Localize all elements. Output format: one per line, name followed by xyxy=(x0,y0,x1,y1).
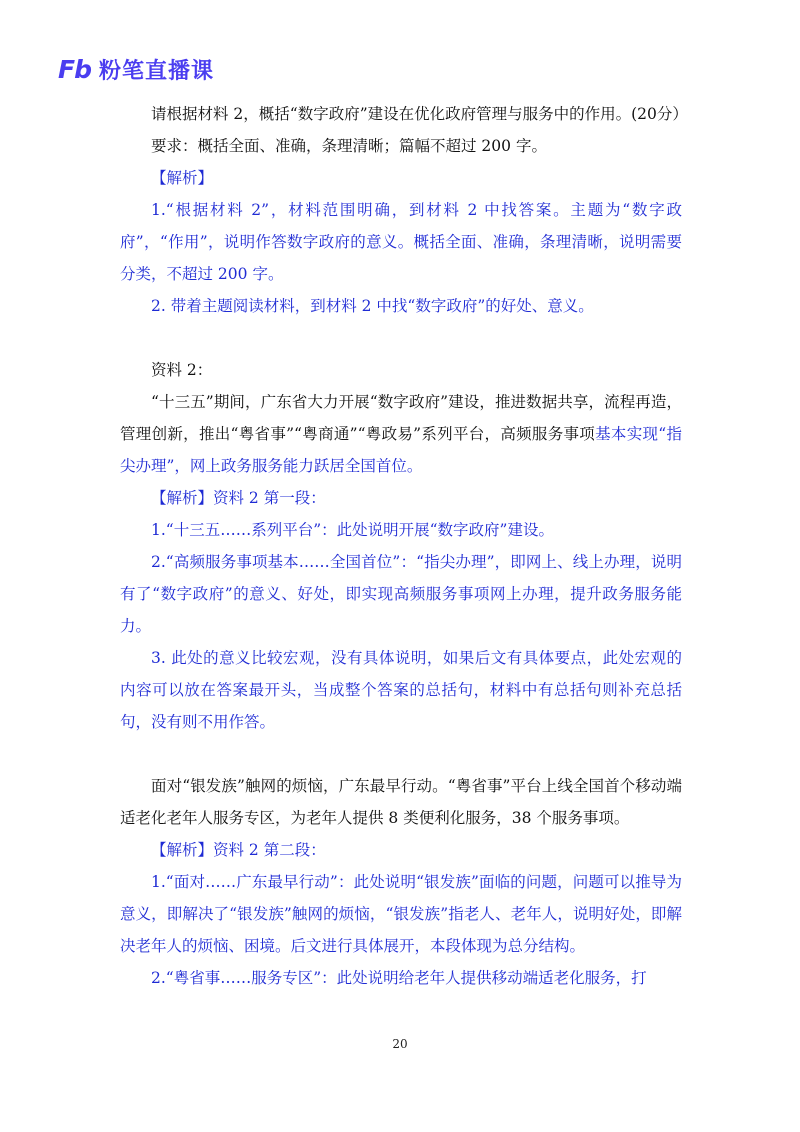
question-prompt: 请根据材料 2，概括“数字政府”建设在优化政府管理与服务中的作用。(20分） xyxy=(151,105,688,123)
brand-name: 粉笔直播课 xyxy=(98,58,214,84)
fb-logo-icon: Fb xyxy=(58,54,91,84)
material-paragraph-1 xyxy=(120,386,682,482)
segment-1-point-3: 3. 此处的意义比较宏观，没有具体说明，如果后文有具体要点，此处宏观的内容可以放在答案最开头，当成整个答案的总括句，材料中有总括句则补充总括句，没有则不用作答。 xyxy=(120,649,682,731)
question-requirement: 要求：概括全面、准确，条理清晰；篇幅不超过 200 字。 xyxy=(151,137,547,155)
page-content xyxy=(120,98,688,994)
material-paragraph-1-highlight: 基本实现“指尖办理”，网上政务服务能力跃居全国首位。 xyxy=(120,425,682,475)
spacer xyxy=(120,738,682,770)
material-paragraph-2: 面对“银发族”触网的烦恼，广东最早行动。“粤省事”平台上线全国首个移动端适老化老年人服务专区，为老年人提供 8 类便利化服务，38 个服务事项。 xyxy=(120,777,682,827)
segment-1-point-2: 2.“高频服务事项基本……全国首位”：“指尖办理”，即网上、线上办理，说明有了“数字政府”的意义、好处，即实现高频服务事项网上办理，提升政务服务能力。 xyxy=(120,553,682,635)
brand-logo xyxy=(58,52,214,86)
segment-2-point-1: 1.“面对……广东最早行动”：此处说明“银发族”面临的问题，问题可以推导为意义，即解决了“银发族”触网的烦恼，“银发族”指老人、老年人，说明好处，即解决老年人的烦恼、困境。后文进行具体展开，本段体现为总分结构。 xyxy=(120,873,682,955)
analysis-point-2: 2. 带着主题阅读材料，到材料 2 中找“数字政府”的好处、意义。 xyxy=(151,297,594,315)
spacer xyxy=(120,322,682,354)
analysis-point-1: 1.“根据材料 2”，材料范围明确，到材料 2 中找答案。主题为“数字政府”，“作用”，说明作答数字政府的意义。概括全面、准确，条理清晰，说明需要分类，不超过 200 字。 xyxy=(120,201,682,283)
page-number: 20 xyxy=(392,1037,408,1051)
segment-2-heading: 【解析】资料 2 第二段： xyxy=(151,841,326,859)
segment-1-point-1: 1.“十三五……系列平台”：此处说明开展“数字政府”建设。 xyxy=(151,521,554,539)
material-title: 资料 2： xyxy=(151,361,213,379)
analysis-heading: 【解析】 xyxy=(151,169,214,187)
material-paragraph-1-text: “十三五”期间，广东省大力开展“数字政府”建设，推进数据共享，流程再造，管理创新，推出“粤省事”“粤商通”“粤政易”系列平台，高频服务事项 xyxy=(120,393,682,443)
segment-2-point-2: 2.“粤省事……服务专区”：此处说明给老年人提供移动端适老化服务，打 xyxy=(151,969,647,987)
segment-1-heading: 【解析】资料 2 第一段： xyxy=(151,489,326,507)
